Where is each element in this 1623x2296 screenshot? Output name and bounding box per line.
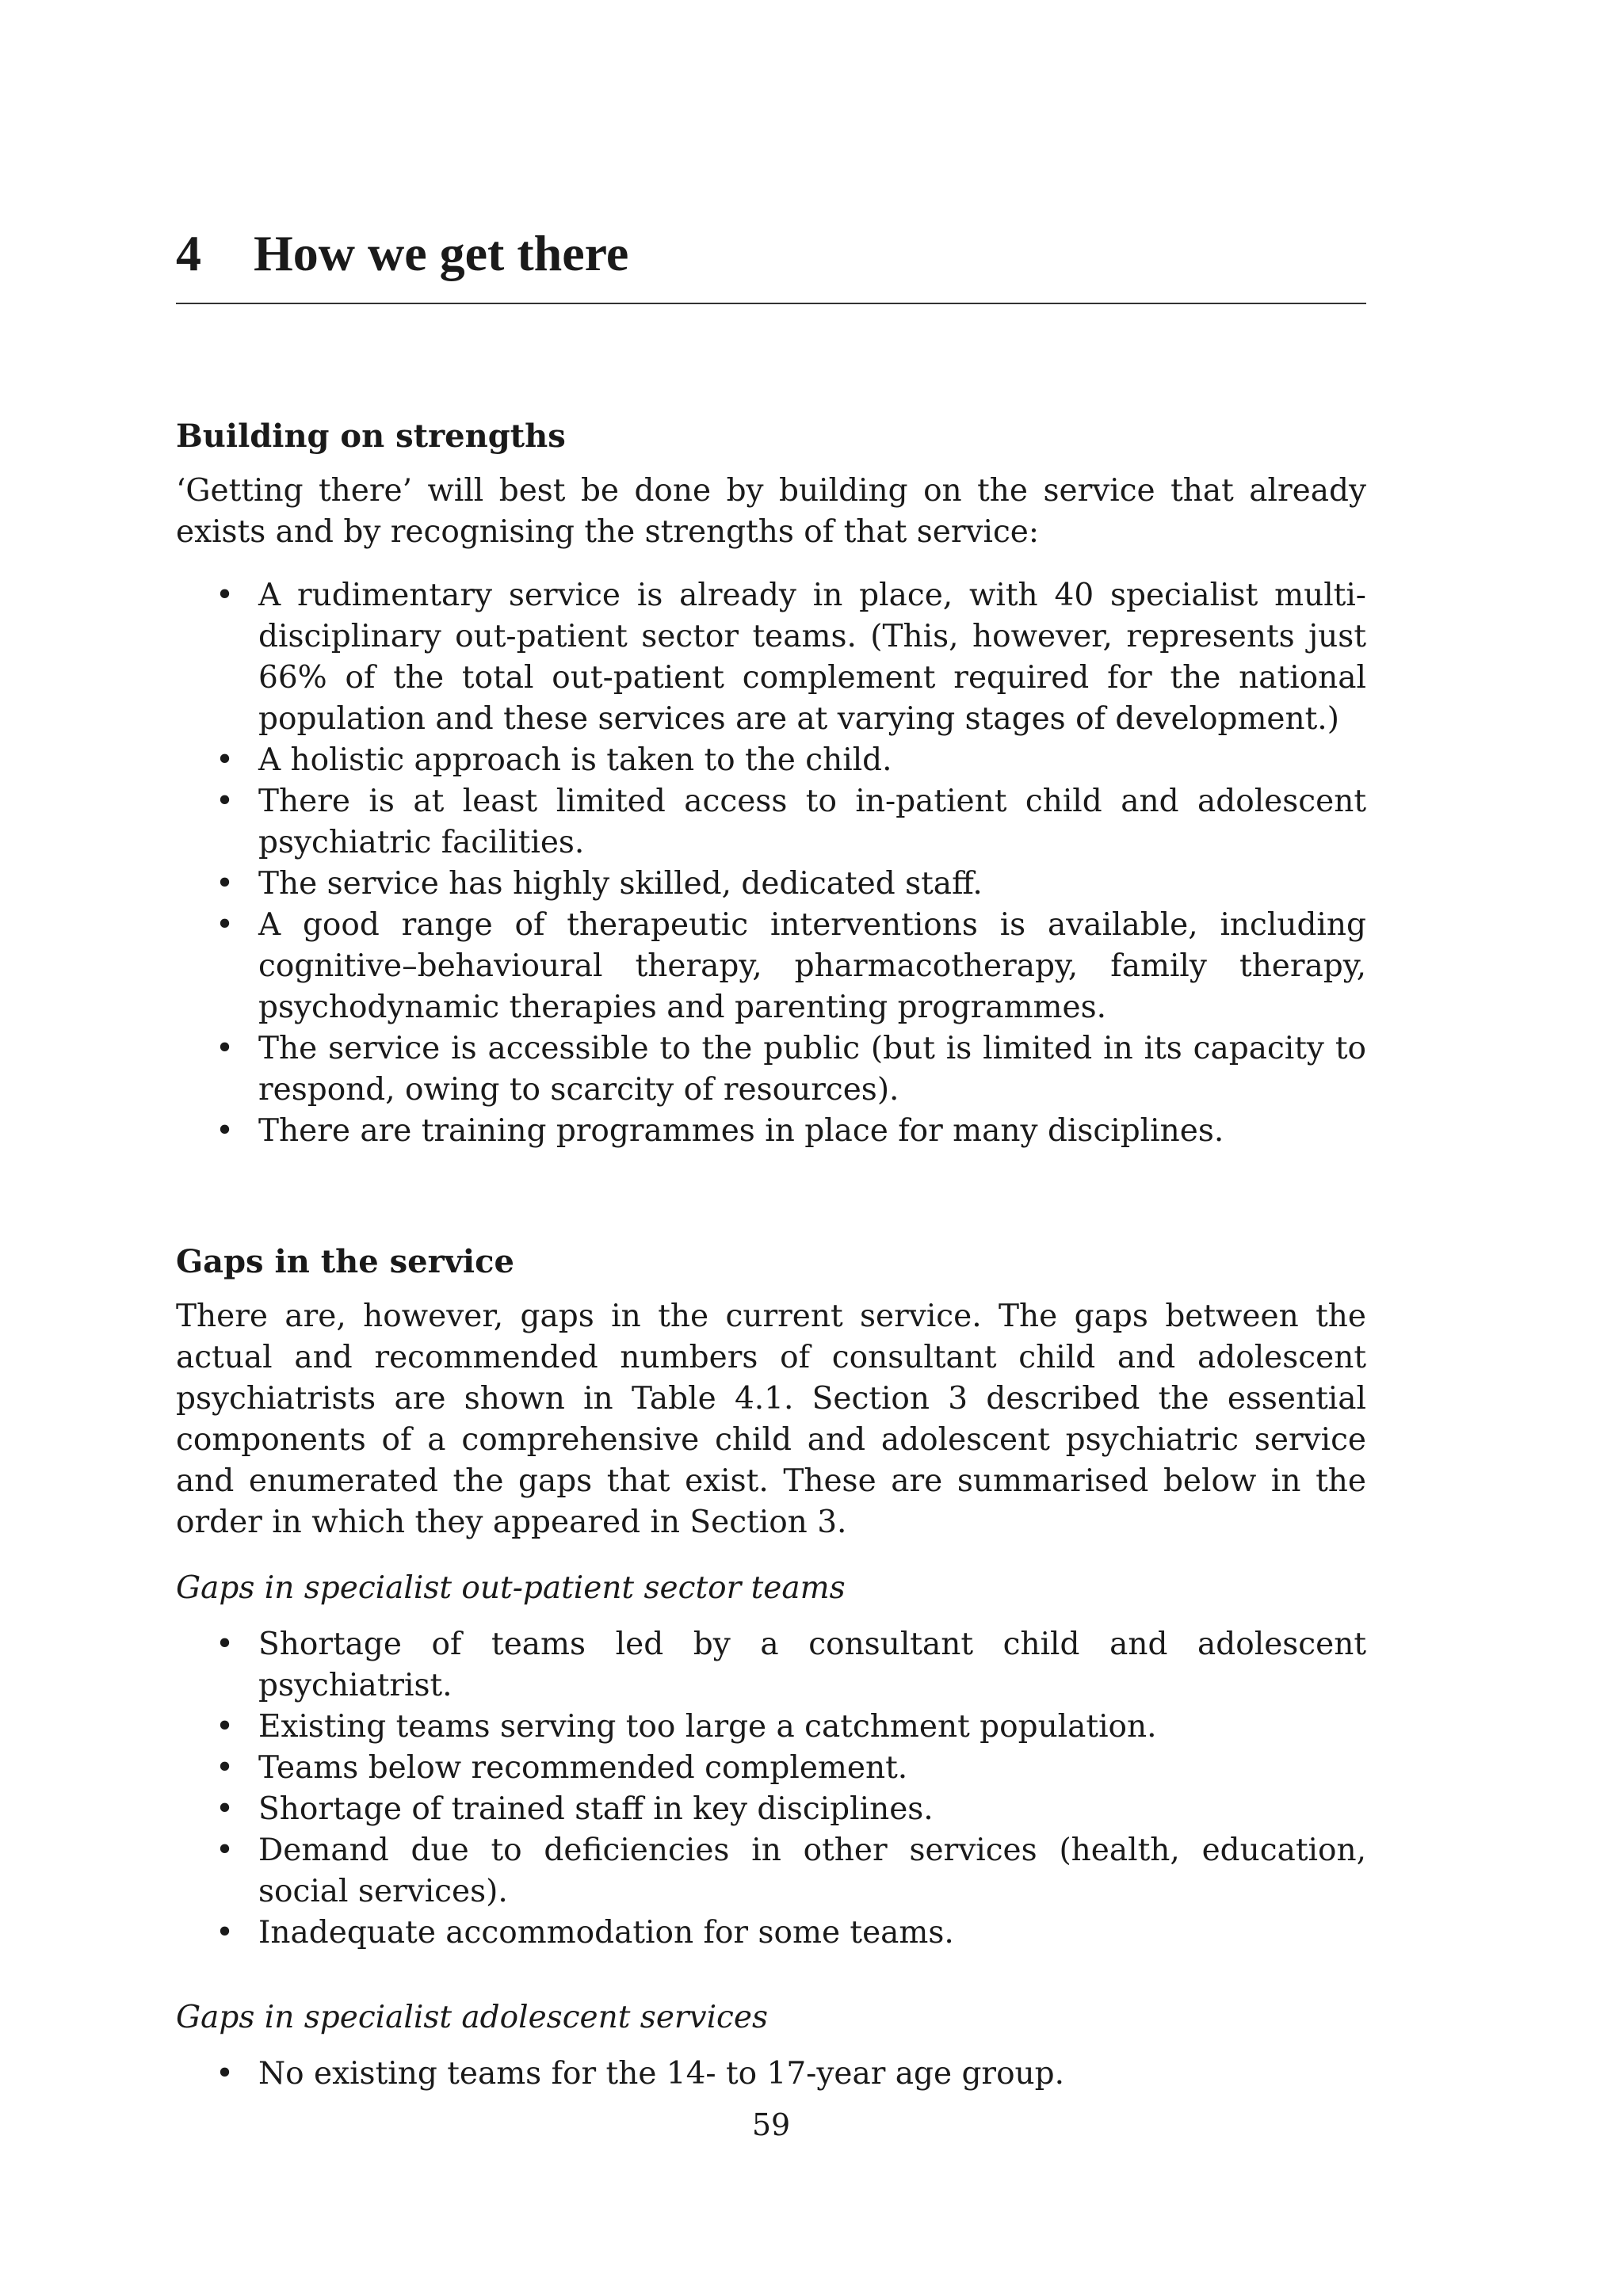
list-item: • A holistic approach is taken to the child. bbox=[176, 740, 1366, 781]
list-item: • A rudimentary service is already in place, with 40 specialist multi-disciplinary out-patient sector teams. (This, however, represents just 66% of the total out-patient complement required for the national population and these services are at varying stages of development.) bbox=[176, 575, 1366, 740]
list-item: • The service has highly skilled, dedicated staff. bbox=[176, 864, 1366, 905]
list-item: • There are training programmes in place for many disciplines. bbox=[176, 1111, 1366, 1152]
chapter-title: How we get there bbox=[254, 225, 629, 281]
chapter-number: 4 bbox=[176, 225, 201, 281]
gaps-intro: There are, however, gaps in the current service. The gaps between the actual and recommended numbers of consultant child and adolescent psychiatrists are shown in Table 4.1. Section 3 described the essential components of a comprehensive child and adolescent psychiatric service and enumerated the gaps that exist. These are summarised below in the order in which they appeared in Section 3. bbox=[176, 1299, 1366, 1540]
subheading-adolescent-gaps: Gaps in specialist adolescent services bbox=[176, 2000, 768, 2035]
subheading-outpatient-gaps: Gaps in specialist out-patient sector teams bbox=[176, 1570, 846, 1606]
adolescent-gaps-list bbox=[176, 2054, 1366, 2095]
list-item: • There is at least limited access to in-patient child and adolescent psychiatric facilities. bbox=[176, 781, 1366, 864]
section-heading-gaps: Gaps in the service bbox=[176, 1243, 514, 1280]
page-content bbox=[176, 414, 1366, 2136]
list-item: • Inadequate accommodation for some teams. bbox=[176, 1913, 1366, 1954]
chapter-heading bbox=[176, 222, 1366, 285]
section-heading-strengths: Building on strengths bbox=[176, 418, 566, 455]
list-item: • Teams below recommended complement. bbox=[176, 1748, 1366, 1789]
outpatient-gaps-list bbox=[176, 1624, 1366, 1954]
heading-rule bbox=[176, 303, 1366, 304]
list-item: • The service is accessible to the public (but is limited in its capacity to respond, owing to scarcity of resources). bbox=[176, 1028, 1366, 1111]
list-item: • A good range of therapeutic interventions is available, including cognitive–behavioural therapy, pharmacotherapy, family therapy, psychodynamic therapies and parenting programmes. bbox=[176, 905, 1366, 1028]
list-item: • Shortage of teams led by a consultant child and adolescent psychiatrist. bbox=[176, 1624, 1366, 1707]
list-item: • Demand due to deficiencies in other services (health, education, social services). bbox=[176, 1830, 1366, 1913]
list-item: • No existing teams for the 14- to 17-year age group. bbox=[176, 2054, 1366, 2095]
list-item: • Shortage of trained staff in key disciplines. bbox=[176, 1789, 1366, 1830]
strengths-list bbox=[176, 575, 1366, 1152]
list-item: • Existing teams serving too large a catchment population. bbox=[176, 1707, 1366, 1748]
page-number: 59 bbox=[751, 2107, 791, 2142]
strengths-intro: ‘Getting there’ will best be done by building on the service that already exists and by recognising the strengths of that service: bbox=[176, 473, 1366, 550]
